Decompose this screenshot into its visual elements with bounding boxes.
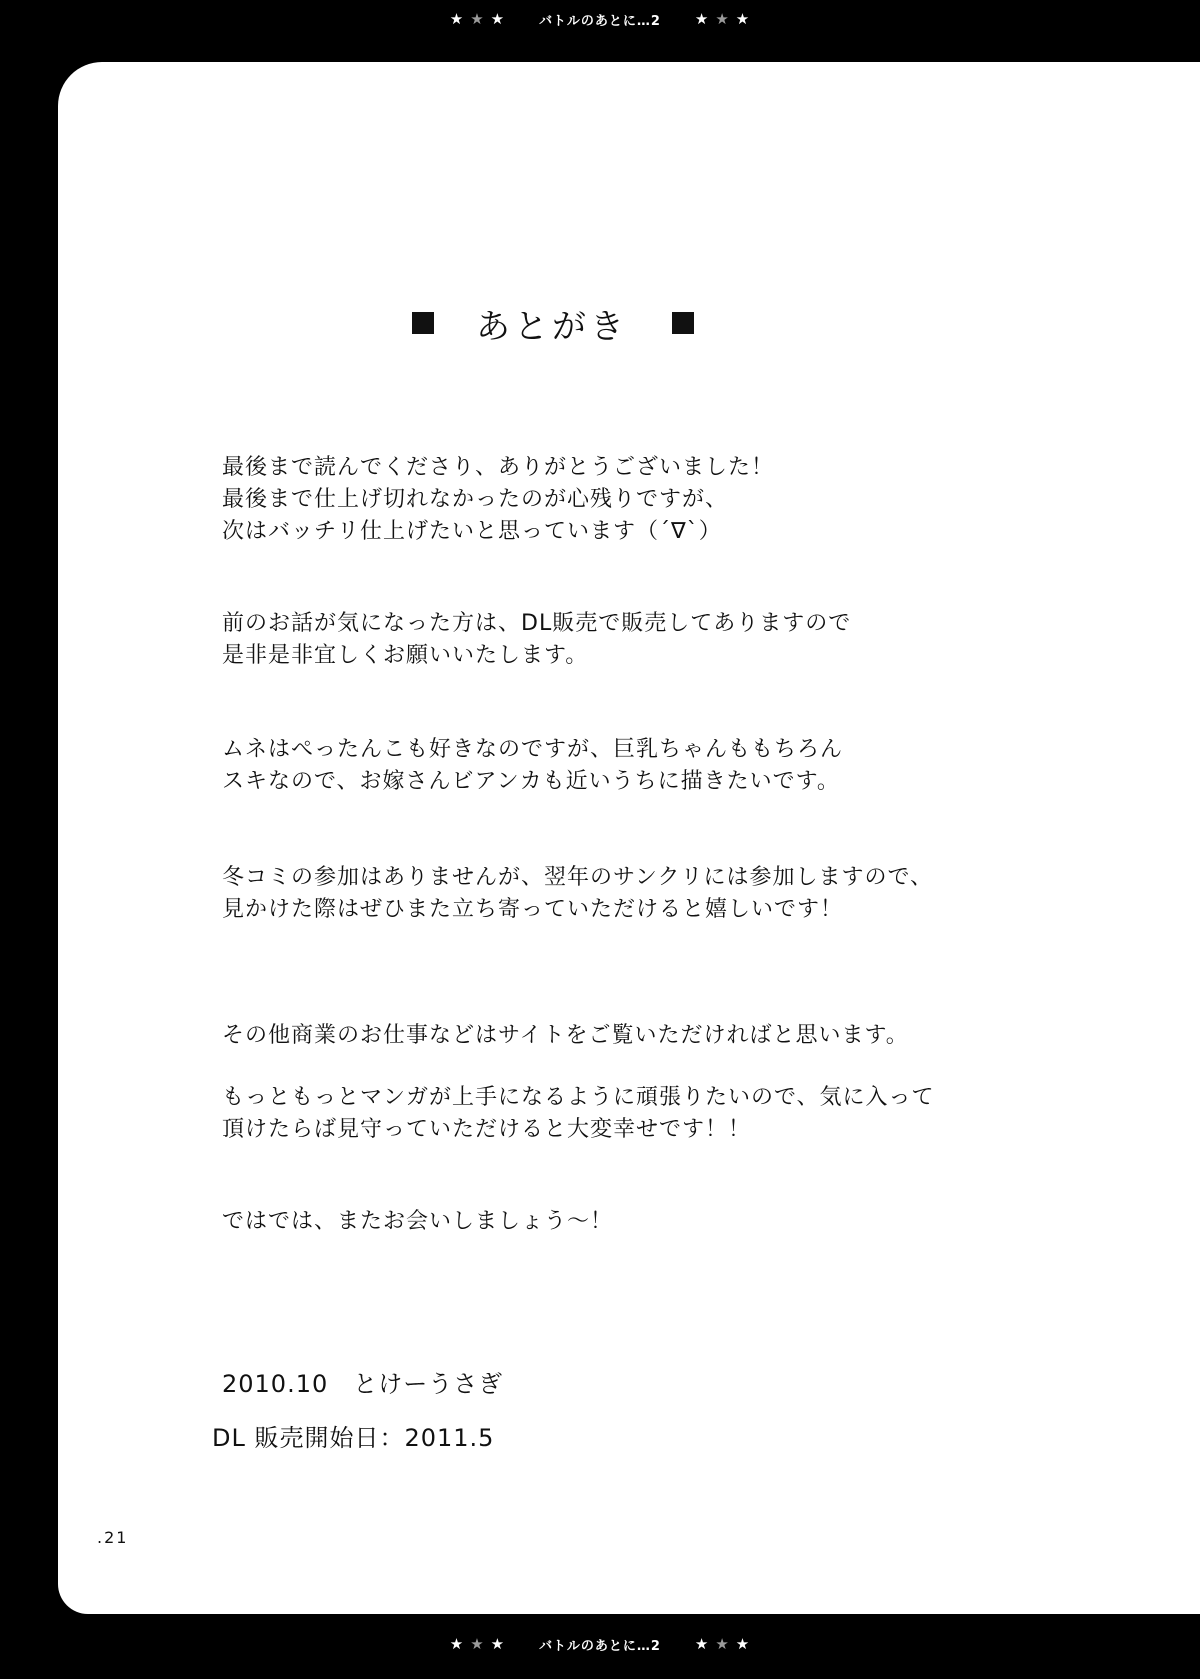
- paragraph-commercial: [222, 1020, 909, 1052]
- star-icon: ★: [694, 9, 710, 28]
- text-line: もっともっとマンガが上手になるように頑張りたいので、気に入って: [222, 1085, 935, 1110]
- star-icon: ★: [490, 1634, 506, 1653]
- star-icon: ★: [470, 9, 485, 28]
- dl-sale-start: DL 販売開始日：2011.5: [212, 1424, 495, 1452]
- text-line: 最後まで読んでくださり、ありがとうございました！: [222, 455, 775, 480]
- square-icon: [672, 312, 694, 334]
- star-icon: ★: [449, 9, 465, 28]
- text-line: ではでは、またお会いしましょう～！: [222, 1209, 614, 1234]
- star-group-right: [694, 9, 751, 28]
- star-icon: ★: [490, 9, 506, 28]
- star-icon: ★: [735, 9, 751, 28]
- book-title: バトルのあとに…2: [539, 13, 661, 29]
- text-line: 冬コミの参加はありませんが、翌年のサンクリには参加しますので、: [222, 865, 934, 890]
- text-line: スキなので、お嫁さんビアンカも近いうちに描きたいです。: [222, 769, 840, 794]
- running-title-footer: [0, 1613, 1200, 1675]
- text-line: ムネはぺったんこも好きなのですが、巨乳ちゃんももちろん: [222, 737, 844, 762]
- paragraph-preferences: [222, 734, 843, 798]
- text-line: 前のお話が気になった方は、DL販売で販売してありますので: [222, 611, 852, 636]
- paragraph-events: [222, 862, 933, 926]
- footer-bar: [0, 1617, 1200, 1679]
- star-group-left: [449, 1634, 506, 1653]
- running-title-header: [0, 0, 1200, 50]
- paragraph-improvement: [222, 1082, 935, 1146]
- star-group-right: [694, 1634, 751, 1653]
- star-icon: ★: [715, 1634, 730, 1653]
- paragraph-farewell: [222, 1206, 613, 1238]
- star-icon: ★: [715, 9, 730, 28]
- book-title: バトルのあとに…2: [539, 1638, 661, 1654]
- paragraph-previous-story: [222, 608, 851, 672]
- star-icon: ★: [470, 1634, 485, 1653]
- page-number: .21: [97, 1528, 129, 1547]
- text-line: 是非是非宜しくお願いいたします。: [222, 643, 589, 668]
- header-bar: [0, 0, 1200, 62]
- text-line: 最後まで仕上げ切れなかったのが心残りですが、: [222, 487, 729, 512]
- star-group-left: [449, 9, 506, 28]
- text-line: 見かけた際はぜひまた立ち寄っていただけると嬉しいです！: [222, 897, 844, 922]
- signature-date: 2010.10 とけーうさぎ: [222, 1370, 504, 1398]
- text-line: 頂けたらば見守っていただけると大変幸せです！！: [222, 1117, 752, 1142]
- star-icon: ★: [694, 1634, 710, 1653]
- paragraph-thanks: [222, 452, 774, 548]
- text-line: その他商業のお仕事などはサイトをご覧いただければと思います。: [222, 1023, 909, 1048]
- square-icon: [412, 312, 434, 334]
- afterword-heading: [412, 298, 694, 348]
- star-icon: ★: [449, 1634, 465, 1653]
- text-line: 次はバッチリ仕上げたいと思っています（´∇`）: [222, 519, 722, 544]
- star-icon: ★: [735, 1634, 751, 1653]
- afterword-title: あとがき: [476, 306, 628, 347]
